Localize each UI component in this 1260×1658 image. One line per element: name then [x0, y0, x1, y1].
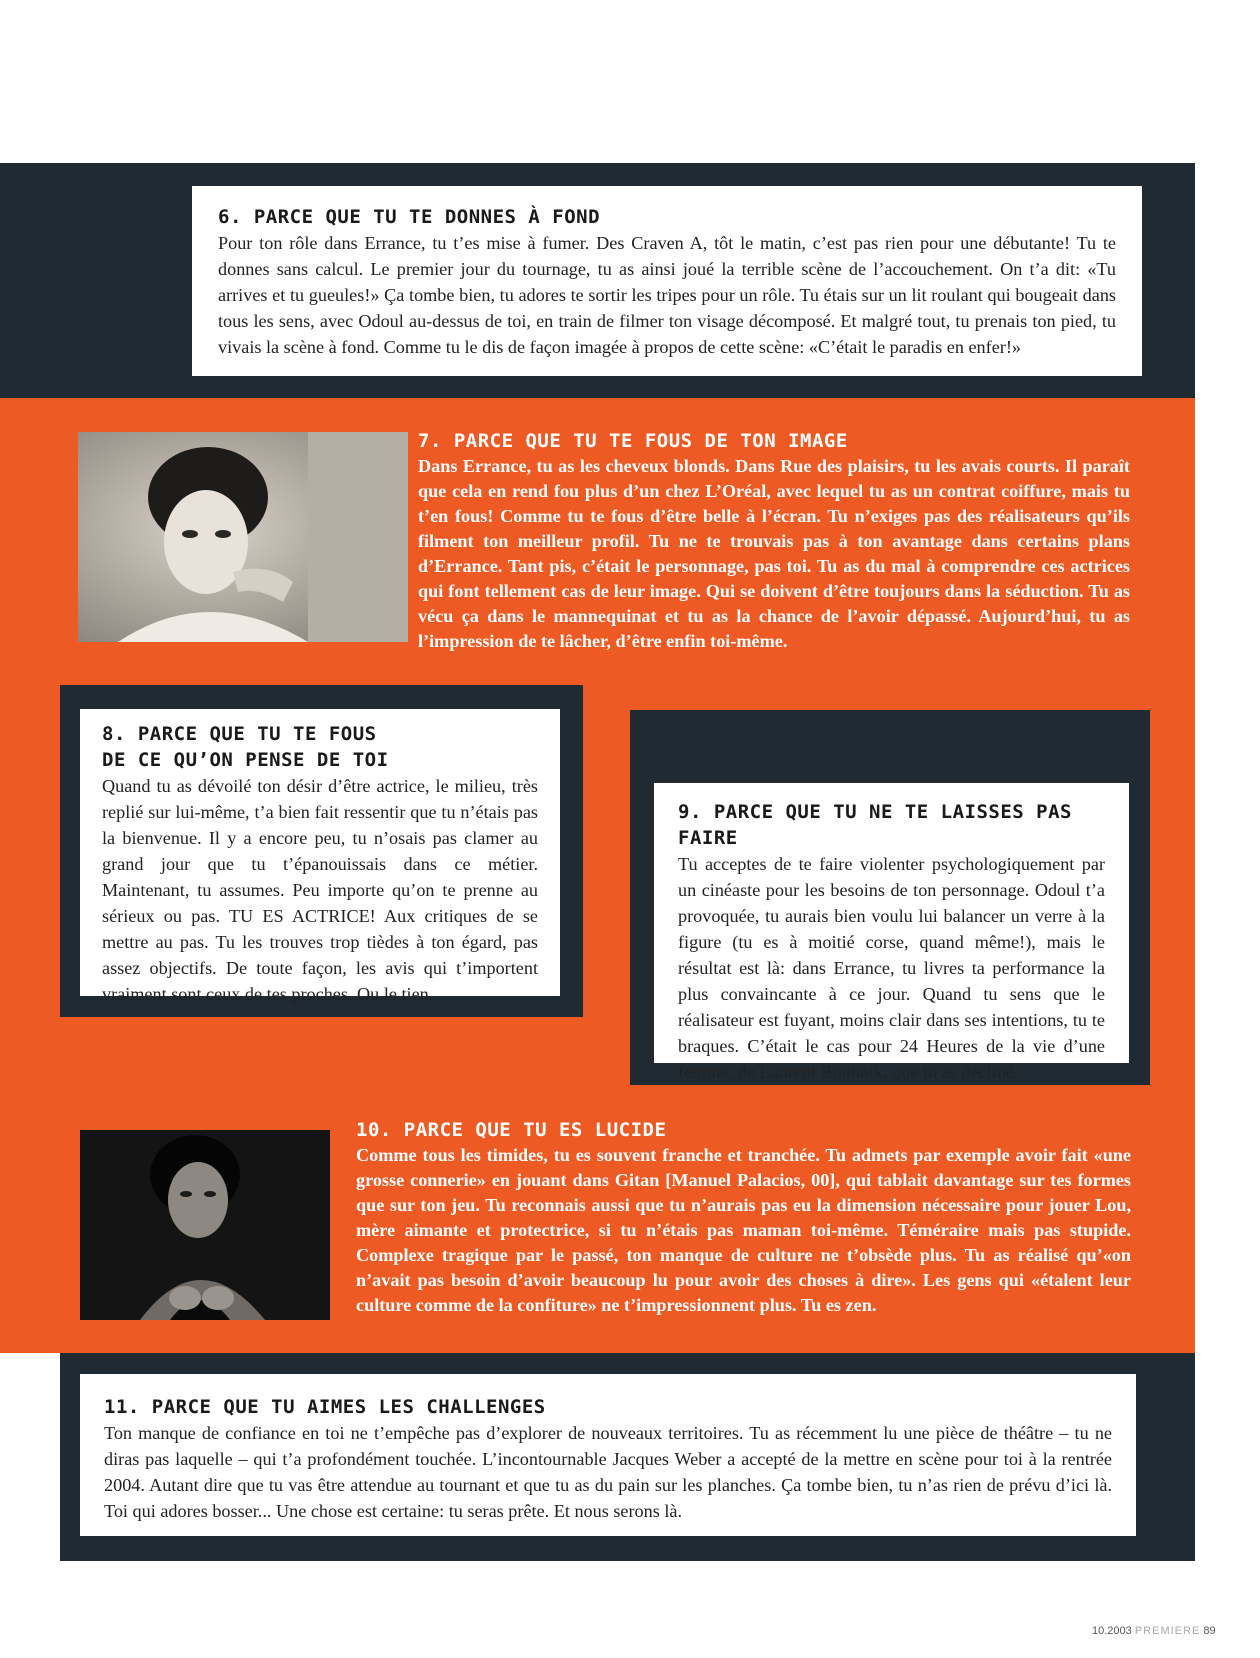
footer-page-number: 89: [1203, 1625, 1216, 1637]
footer-date: 10.2003: [1092, 1625, 1132, 1637]
section-10-text: Comme tous les timides, tu es souvent franche et tranchée. Tu admets par exemple avoir fait «une grosse connerie» en jouant dans Gitan [Manuel Palacios, 00], qui tablait davantage sur tes formes que sur ton jeu. Tu reconnais aussi que tu n’aurais pas eu la dimension nécessaire pour jouer Lou, mère aimante et protectrice, si tu n’étais pas maman toi-même. Téméraire mais pas stupide. Complexe tragique par le passé, ton manque de culture ne t’obsède plus. Tu as réalisé qu’«on n’avait pas besoin d’avoir beaucoup lu pour avoir des choses à dire». Les gens qui «étalent leur culture comme de la confiture» ne t’impressionnent plus. Tu es zen.: [356, 1145, 1131, 1315]
section-9-title: 9. PARCE QUE TU NE TE LAISSES PAS FAIRE: [678, 801, 1072, 849]
section-7-title: 7. PARCE QUE TU TE FOUS DE TON IMAGE: [418, 430, 848, 452]
section-9-box: [654, 783, 1129, 1082]
section-8-title-line1: 8. PARCE QUE TU TE FOUS: [102, 723, 377, 745]
section-7-content: [418, 428, 1130, 654]
section-11-box: [80, 1374, 1136, 1536]
section-8-box: [80, 709, 560, 1004]
page-footer: [1092, 1625, 1216, 1637]
section-8-text: Quand tu as dévoilé ton désir d’être actrice, le milieu, très replié sur lui-même, t’a bien fait ressentir que tu n’étais pas la bienvenue. Il y a encore peu, tu n’osais pas clamer au grand jour que tu t’épanouissais dans ce métier. Maintenant, tu assumes. Peu importe qu’on te prenne au sérieux ou pas. TU ES ACTRICE! Aux critiques de se mettre au pas. Tu les trouves trop tièdes à ton égard, pas assez objectifs. De toute façon, les avis qui t’importent vraiment sont ceux de tes proches. Ou le tien.: [102, 776, 538, 1004]
section-10-title: 10. PARCE QUE TU ES LUCIDE: [356, 1119, 667, 1141]
portrait-photo-2: [80, 1130, 330, 1320]
section-7-text: Dans Errance, tu as les cheveux blonds. Dans Rue des plaisirs, tu les avais courts. Il paraît que cela en rend fou plus d’un chez L’Oréal, avec lequel tu as un contrat coiffure, mais tu t’en fous! Comme tu te fous d’être belle à l’écran. Tu n’exiges pas des réalisateurs qu’ils filment ton meilleur profil. Tu ne te trouvais pas à ton avantage dans certains plans d’Errance. Tant pis, c’était le personnage, pas toi. Tu as du mal à comprendre ces actrices qui font tellement cas de leur image. Qui se doivent d’être toujours dans la séduction. Tu as vécu ça dans le mannequinat et tu as la chance de l’avoir dépassé. Aujourd’hui, tu as l’impression de te lâcher, d’être enfin toi-même.: [418, 456, 1130, 651]
section-11-title: 11. PARCE QUE TU AIMES LES CHALLENGES: [104, 1396, 546, 1418]
section-9-text: Tu acceptes de te faire violenter psychologiquement par un cinéaste pour les besoins de ton personnage. Odoul t’a provoquée, tu aurais bien voulu lui balancer un verre à la figure (tu es à moitié corse, quand même!), mais le résultat est là: dans Errance, tu livres ta performance la plus convaincante à ce jour. Quand tu sens que le réalisateur est fuyant, moins clair dans ses intentions, tu te braques. C’était le cas pour 24 Heures de la vie d’une femme, de Laurent Bouhnik, que tu as décliné.: [678, 854, 1105, 1082]
section-6-title: 6. PARCE QUE TU TE DONNES À FOND: [218, 206, 601, 228]
section-6-box: [192, 186, 1142, 376]
section-6-text: Pour ton rôle dans Errance, tu t’es mise à fumer. Des Craven A, tôt le matin, c’est pas rien pour une débutante! Tu te donnes sans calcul. Le premier jour du tournage, tu as ainsi joué la terrible scène de l’accouchement. On t’a dit: «Tu arrives et tu gueules!» Ça tombe bien, tu adores te sortir les tripes pour un rôle. Tu étais sur un lit roulant qui bougeait dans tous les sens, avec Odoul au-dessus de toi, en train de filmer ton visage décomposé. Et malgré tout, tu prenais ton pied, tu vivais la scène à fond. Comme tu le dis de façon imagée à propos de cette scène: «C’était le paradis en enfer!»: [218, 233, 1116, 357]
section-11-text: Ton manque de confiance en toi ne t’empêche pas d’explorer de nouveaux territoires. Tu as récemment lu une pièce de théâtre – tu ne diras pas laquelle – qui t’a profondément touchée. L’incontournable Jacques Weber a accepté de la mettre en scène pour toi à la rentrée 2004. Autant dire que tu vas être attendue au tournant et que tu as du pain sur les planches. Ça tombe bien, tu n’as rien de prévu d’ici là. Toi qui adores bosser... Une chose est certaine: tu seras prête. Et nous serons là.: [104, 1423, 1112, 1521]
footer-magazine: PREMIERE: [1134, 1625, 1201, 1637]
portrait-photo-1: [78, 432, 408, 642]
section-8-title-line2: DE CE QU’ON PENSE DE TOI: [102, 749, 389, 771]
section-10-content: [356, 1117, 1131, 1318]
